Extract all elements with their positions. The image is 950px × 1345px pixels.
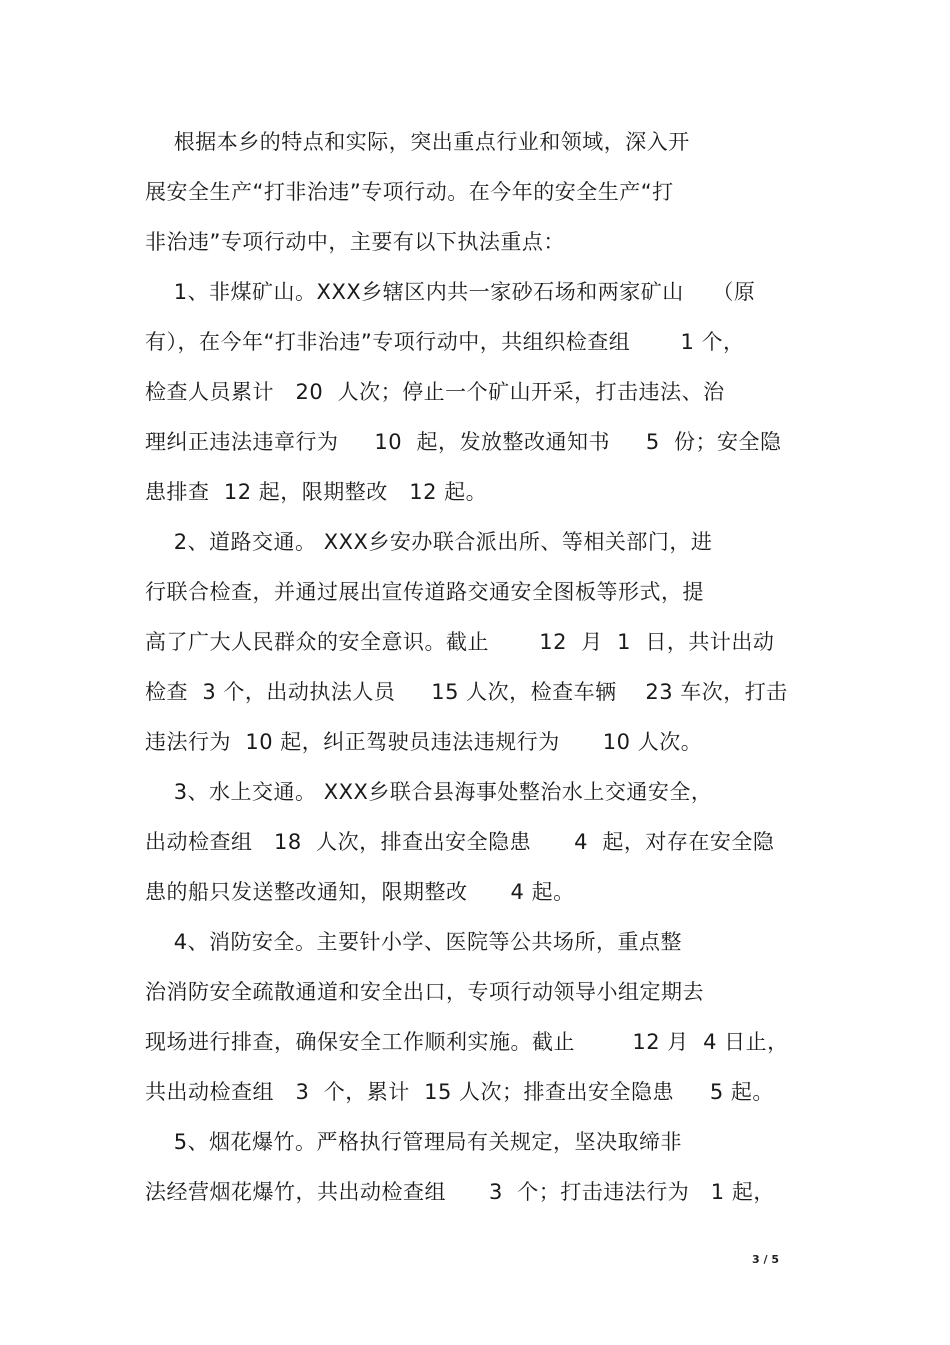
text-line: 有），在今年“打非治违”专项行动中，共组织检查组 1 个，	[145, 330, 745, 354]
text-line: 4、消防安全。主要针小学、医院等公共场所，重点整	[145, 930, 683, 954]
text-line: 理纠正违法违章行为 10 起，发放整改通知书 5 份；安全隐	[145, 430, 782, 454]
text-line: 检查人员累计 20 人次；停止一个矿山开采，打击违法、治	[145, 380, 725, 404]
text-line: 3、水上交通。 XXX乡联合县海事处整治水上交通安全，	[145, 780, 713, 804]
text-line: 患的船只发送整改通知，限期整改 4 起。	[145, 880, 575, 904]
text-line: 根据本乡的特点和实际，突出重点行业和领域，深入开	[145, 130, 690, 154]
text-line: 现场进行排查，确保安全工作顺利实施。截止 12 月 4 日止，	[145, 1030, 789, 1054]
text-line: 非治违”专项行动中，主要有以下执法重点：	[145, 230, 565, 254]
text-line: 5、烟花爆竹。严格执行管理局有关规定，坚决取缔非	[145, 1130, 683, 1154]
text-line: 展安全生产“打非治违”专项行动。在今年的安全生产“打	[145, 180, 674, 204]
text-line: 1、非煤矿山。XXX乡辖区内共一家砂石场和两家矿山 （原	[145, 280, 756, 304]
text-line: 高了广大人民群众的安全意识。截止 12 月 1 日，共计出动	[145, 630, 775, 654]
text-line: 出动检查组 18 人次，排查出安全隐患 4 起，对存在安全隐	[145, 830, 775, 854]
text-line: 治消防安全疏散通道和安全出口，专项行动领导小组定期去	[145, 980, 704, 1004]
text-line: 患排查 12 起，限期整改 12 起。	[145, 480, 488, 504]
text-line: 行联合检查，并通过展出宣传道路交通安全图板等形式，提	[145, 580, 704, 604]
text-line: 检查 3 个，出动执法人员 15 人次，检查车辆 23 车次，打击	[145, 680, 788, 704]
text-line: 法经营烟花爆竹，共出动检查组 3 个；打击违法行为 1 起，	[145, 1180, 775, 1204]
text-line: 2、道路交通。 XXX乡安办联合派出所、等相关部门，进	[145, 530, 713, 554]
text-line: 违法行为 10 起，纠正驾驶员违法违规行为 10 人次。	[145, 730, 703, 754]
text-line: 共出动检查组 3 个，累计 15 人次；排查出安全隐患 5 起。	[145, 1080, 774, 1104]
page-number: 3 / 5	[752, 1253, 779, 1266]
